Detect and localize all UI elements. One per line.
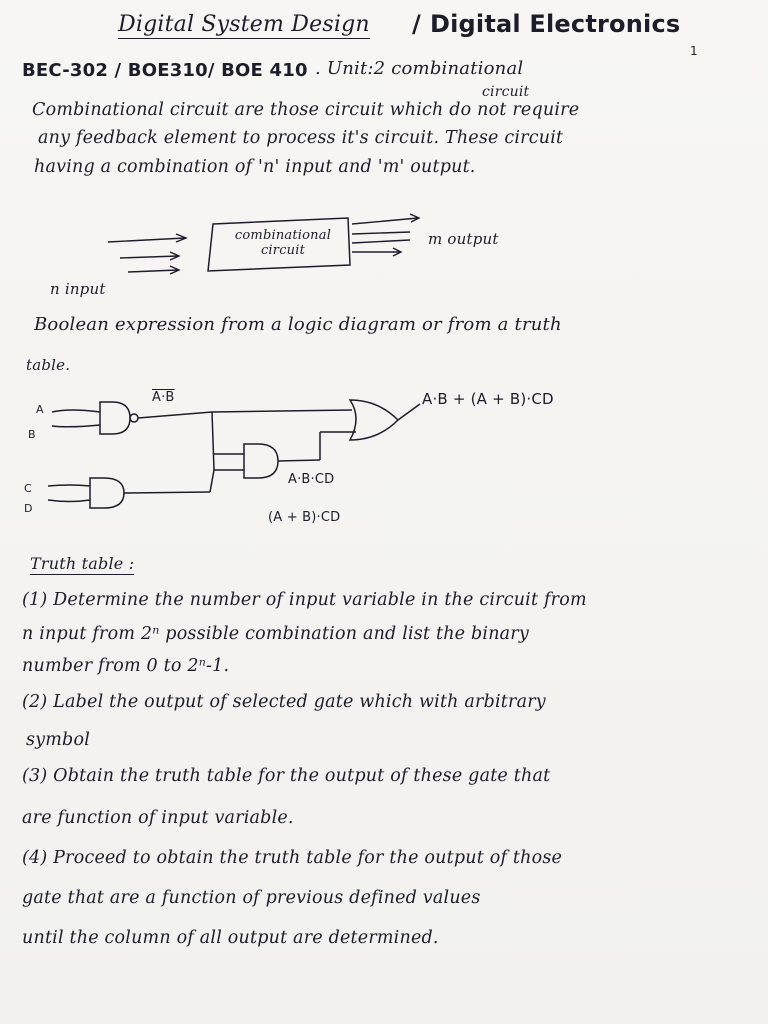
input-c-label: C bbox=[24, 482, 32, 495]
nand-gate-ab bbox=[100, 402, 130, 434]
step-2-line-1: (2) Label the output of selected gate which with arbitrary bbox=[22, 692, 546, 712]
unit-label: . Unit:2 combinational bbox=[315, 58, 524, 79]
step-3-line-2: are function of input variable. bbox=[22, 808, 294, 828]
intro-line-3: having a combination of 'n' input and 'm' output. bbox=[34, 157, 476, 177]
and-gate-middle bbox=[244, 444, 278, 478]
step-4-line-3: until the column of all output are determined. bbox=[22, 928, 439, 948]
step-1-line-2: n input from 2ⁿ possible combination and list the binary bbox=[22, 624, 529, 644]
title-separator: / bbox=[412, 10, 421, 38]
step-4-line-2: gate that are a function of previous defined values bbox=[22, 888, 481, 908]
output-label: m output bbox=[428, 230, 499, 248]
input-a-label: A bbox=[36, 403, 44, 416]
intro-line-1: Combinational circuit are those circuit which do not require bbox=[32, 100, 580, 120]
box-label-line1: combinational bbox=[234, 228, 332, 243]
input-d-label: D bbox=[24, 502, 33, 515]
cd-expression-label: (A + B)·CD bbox=[268, 510, 341, 525]
and-output-label: A·B·CD bbox=[288, 472, 335, 487]
page-number: 1 bbox=[690, 44, 698, 58]
correction-word: circuit bbox=[482, 84, 530, 100]
input-b-label: B bbox=[28, 428, 36, 441]
box-label-line2: circuit bbox=[260, 243, 306, 258]
step-1-line-3: number from 0 to 2ⁿ-1. bbox=[22, 656, 230, 676]
title-left: Digital System Design bbox=[118, 12, 370, 37]
step-2-line-2: symbol bbox=[26, 730, 90, 750]
truth-table-heading: Truth table : bbox=[30, 554, 135, 573]
title-right: Digital Electronics bbox=[430, 10, 681, 38]
and-gate-cd bbox=[90, 478, 124, 508]
final-expression: A·B + (A + B)·CD bbox=[422, 390, 554, 408]
output-arrows bbox=[352, 214, 419, 256]
input-label: n input bbox=[50, 280, 106, 298]
boolean-line-2: table. bbox=[26, 356, 71, 374]
boolean-line-1: Boolean expression from a logic diagram or from a truth bbox=[34, 314, 562, 335]
course-codes: BEC-302 / BOE310/ BOE 410 bbox=[22, 60, 308, 81]
logic-diagram bbox=[48, 400, 420, 508]
nand-output-label: A·B bbox=[152, 390, 175, 405]
step-1-line-1: (1) Determine the number of input variable in the circuit from bbox=[22, 590, 587, 610]
step-3-line-1: (3) Obtain the truth table for the output of these gate that bbox=[22, 766, 551, 786]
input-arrows bbox=[108, 234, 186, 274]
or-gate bbox=[350, 400, 398, 440]
intro-line-2: any feedback element to process it's circuit. These circuit bbox=[38, 128, 564, 148]
step-4-line-1: (4) Proceed to obtain the truth table for the output of those bbox=[22, 848, 563, 868]
